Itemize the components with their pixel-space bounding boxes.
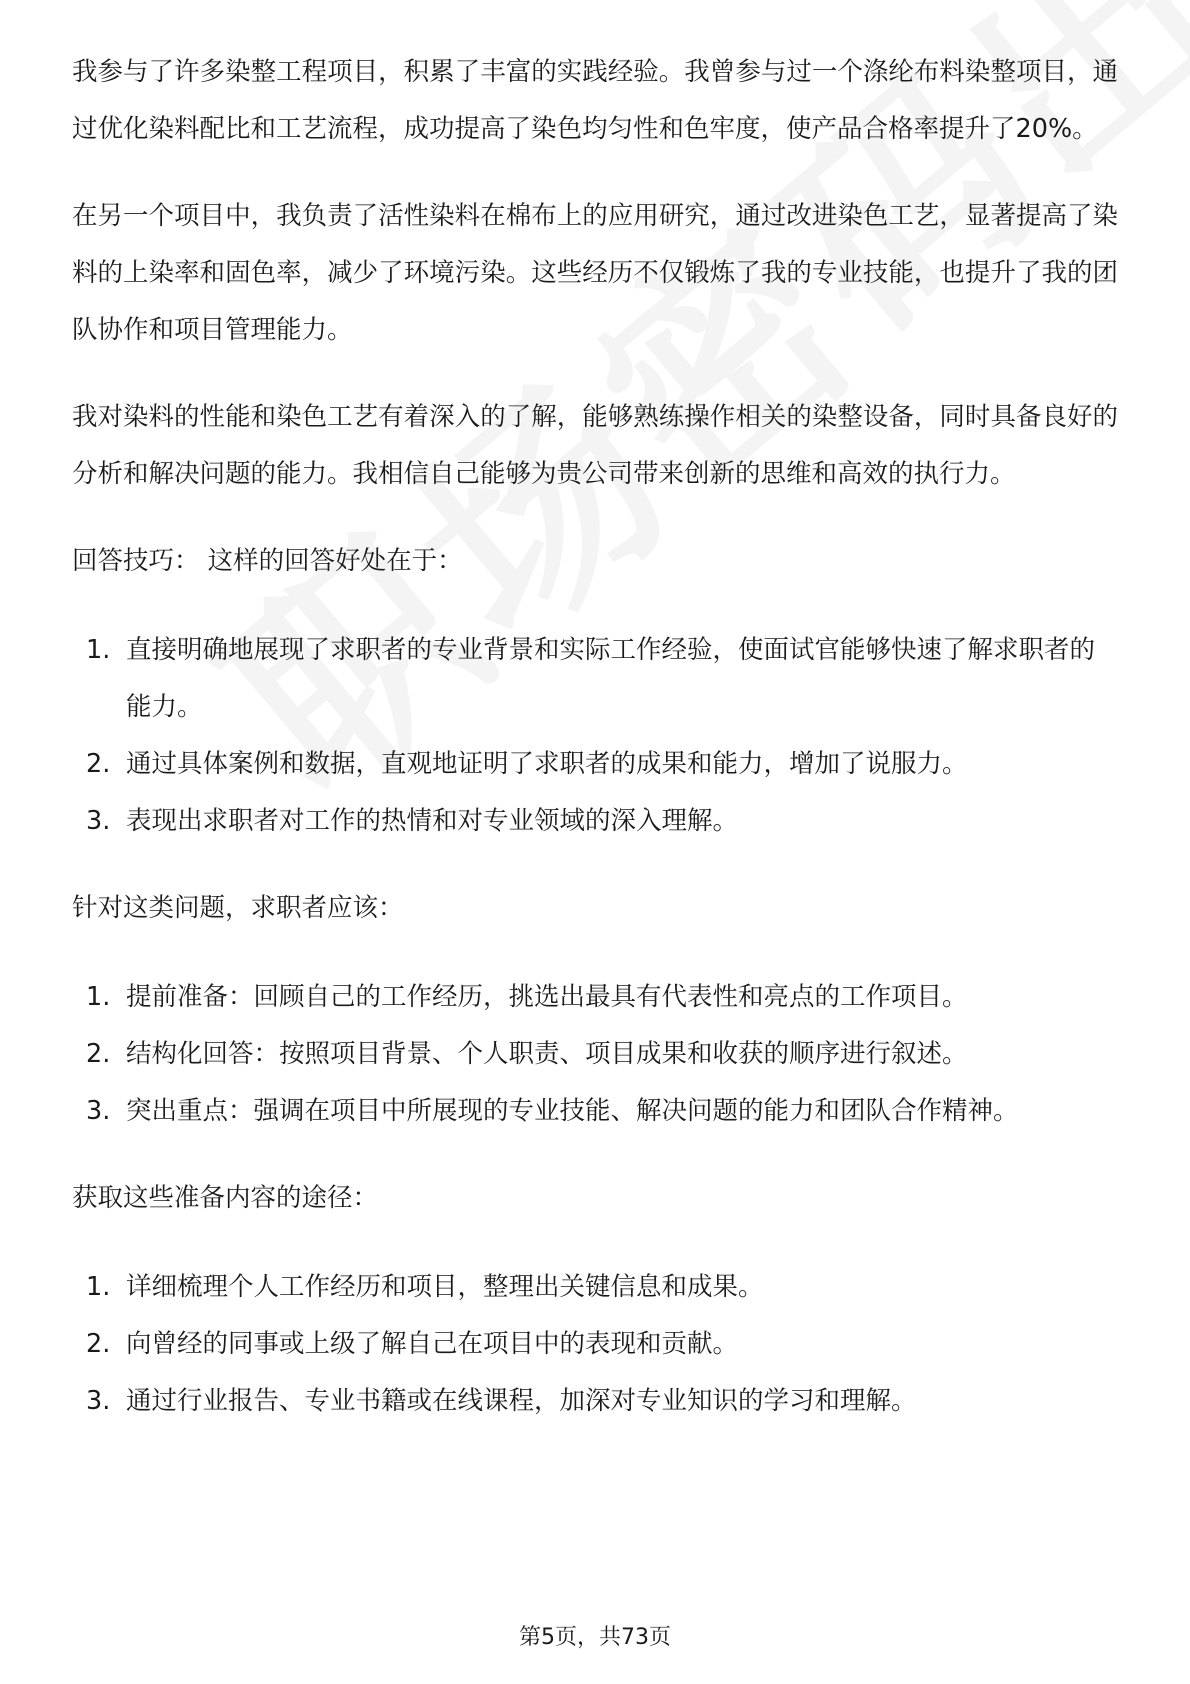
list-item [72, 1259, 1118, 1316]
list-number: 2. [86, 1039, 111, 1069]
list-item [72, 622, 1118, 736]
list-item-text: 通过具体案例和数据，直观地证明了求职者的成果和能力，增加了说服力。 [126, 749, 968, 779]
list-item [72, 969, 1118, 1026]
list-item [72, 1373, 1118, 1430]
sources-heading: 获取这些准备内容的途径： [72, 1183, 379, 1213]
list-number: 3. [86, 806, 111, 836]
list-number: 3. [86, 1096, 111, 1126]
list-item-text: 突出重点：强调在项目中所展现的专业技能、解决问题的能力和团队合作精神。 [126, 1096, 1019, 1126]
list-item [72, 1083, 1118, 1140]
list-item [72, 1026, 1118, 1083]
list-number: 1. [86, 1272, 111, 1302]
page-number-footer: 第5页，共73页 [519, 1625, 671, 1650]
list-number: 2. [86, 749, 111, 779]
list-item [72, 736, 1118, 793]
paragraph-skills: 我对染料的性能和染色工艺有着深入的了解，能够熟练操作相关的染整设备，同时具备良好的分析和解决问题的能力。我相信自己能够为贵公司带来创新的思维和高效的执行力。 [72, 402, 1118, 489]
list-item-text: 直接明确地展现了求职者的专业背景和实际工作经验，使面试官能够快速了解求职者的能力。 [126, 635, 1096, 722]
list-item-text: 详细梳理个人工作经历和项目，整理出关键信息和成果。 [126, 1272, 764, 1302]
list-item-text: 结构化回答：按照项目背景、个人职责、项目成果和收获的顺序进行叙述。 [126, 1039, 968, 1069]
paragraph-second-project: 在另一个项目中，我负责了活性染料在棉布上的应用研究，通过改进染色工艺，显著提高了染料的上染率和固色率，减少了环境污染。这些经历不仅锻炼了我的专业技能，也提升了我的团队协作和项目管理能力。 [72, 201, 1118, 345]
list-number: 1. [86, 982, 111, 1012]
page-content [72, 44, 1118, 1460]
list-number: 3. [86, 1386, 111, 1416]
list-number: 1. [86, 635, 111, 665]
list-item [72, 793, 1118, 850]
advice-list [72, 969, 1118, 1140]
list-item-text: 表现出求职者对工作的热情和对专业领域的深入理解。 [126, 806, 739, 836]
tips-list [72, 622, 1118, 850]
tips-heading: 回答技巧： 这样的回答好处在于： [72, 546, 463, 576]
list-item [72, 1316, 1118, 1373]
sources-list [72, 1259, 1118, 1430]
advice-heading: 针对这类问题，求职者应该： [72, 893, 404, 923]
list-item-text: 向曾经的同事或上级了解自己在项目中的表现和贡献。 [126, 1329, 739, 1359]
list-item-text: 提前准备：回顾自己的工作经历，挑选出最具有代表性和亮点的工作项目。 [126, 982, 968, 1012]
list-number: 2. [86, 1329, 111, 1359]
list-item-text: 通过行业报告、专业书籍或在线课程，加深对专业知识的学习和理解。 [126, 1386, 917, 1416]
paragraph-project-experience: 我参与了许多染整工程项目，积累了丰富的实践经验。我曾参与过一个涤纶布料染整项目，通过优化染料配比和工艺流程，成功提高了染色均匀性和色牢度，使产品合格率提升了20%。 [72, 57, 1118, 144]
